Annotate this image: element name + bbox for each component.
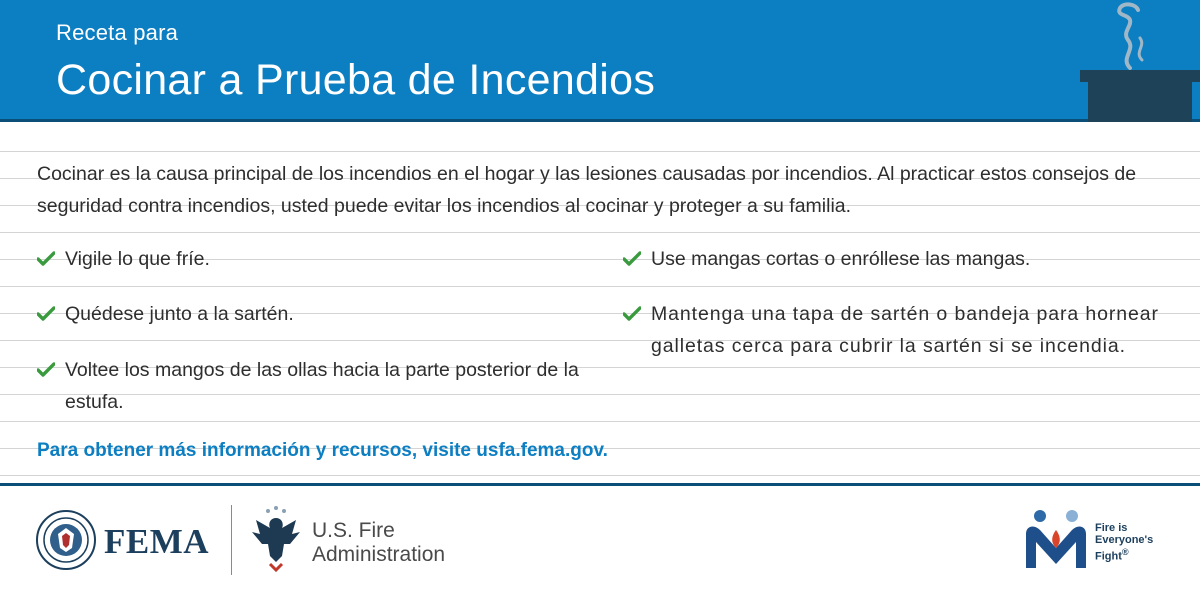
tip-text: Quédese junto a la sartén. xyxy=(65,303,294,325)
logo-divider xyxy=(231,505,232,575)
footer-divider xyxy=(0,483,1200,486)
tip-text: Mantenga una tapa de sartén o bandeja para hornear galletas cerca para cubrir la sartén si se incendia. xyxy=(651,303,1159,357)
usfa-eagle-icon xyxy=(248,504,304,576)
fef-line-1: Fire is xyxy=(1095,522,1128,534)
tip-text: Use mangas cortas o enróllese las mangas. xyxy=(651,248,1031,270)
usfa-wordmark xyxy=(312,519,445,567)
check-mark-icon xyxy=(623,306,641,322)
dhs-seal-icon xyxy=(36,510,96,570)
tip-item xyxy=(37,243,597,275)
check-mark-icon xyxy=(37,306,55,322)
fema-wordmark: FEMA xyxy=(104,522,210,561)
tip-item xyxy=(37,354,597,418)
tip-text: Vigile lo que fríe. xyxy=(65,248,210,270)
tip-text: Voltee los mangos de las ollas hacia la parte posterior de la estufa. xyxy=(65,359,579,413)
intro-paragraph: Cocinar es la causa principal de los incendios en el hogar y las lesiones causadas por incendios. Al practicar estos consejos de seguridad contra incendios, usted puede evitar los incendios al cocinar y proteger a su familia. xyxy=(37,163,1137,217)
fef-wordmark xyxy=(1095,522,1195,563)
header-kicker: Receta para xyxy=(56,20,179,45)
more-info-link-text[interactable]: Para obtener más información y recursos, visite usfa.fema.gov. xyxy=(37,440,608,461)
tip-item xyxy=(623,298,1183,362)
registered-mark: ® xyxy=(1121,547,1129,557)
fef-line-2: Everyone's xyxy=(1095,534,1154,546)
usfa-line-2: Administration xyxy=(312,543,446,566)
fef-line-3 xyxy=(1095,546,1195,563)
tip-item xyxy=(37,298,597,330)
tip-item xyxy=(623,243,1183,275)
check-mark-icon xyxy=(37,362,55,378)
header-banner xyxy=(0,0,1200,122)
steaming-pot-icon xyxy=(1076,0,1200,122)
usfa-line-1: U.S. Fire xyxy=(312,519,395,542)
check-mark-icon xyxy=(623,251,641,267)
fef-line-3-text: Fight xyxy=(1095,550,1122,563)
check-mark-icon xyxy=(37,251,55,267)
fire-is-everyones-fight-icon xyxy=(1020,508,1092,570)
page-title: Cocinar a Prueba de Incendios xyxy=(56,56,656,104)
